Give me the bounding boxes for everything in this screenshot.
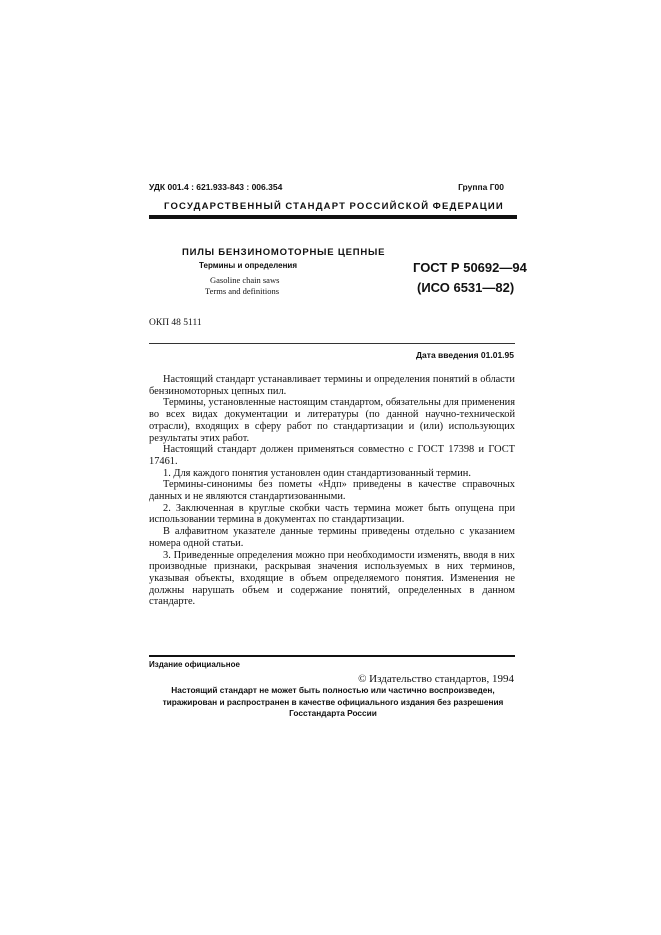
edition-label: Издание официальное	[149, 660, 240, 669]
paragraph: Настоящий стандарт устанавливает термины и определения понятий в области бензиномоторных цепных пил.	[149, 374, 515, 397]
header-rule	[149, 215, 517, 219]
okp-code: ОКП 48 5111	[149, 318, 202, 328]
copyright: © Издательство стандартов, 1994	[358, 673, 514, 685]
gov-word: РОССИЙСКОЙ	[349, 201, 430, 212]
notice-line: Настоящий стандарт не может быть полностью или частично воспроизведен,	[171, 685, 495, 695]
notice-line: тиражирован и распространен в качестве официального издания без разрешения	[162, 696, 504, 707]
doc-title: ПИЛЫ БЕНЗИНОМОТОРНЫЕ ЦЕПНЫЕ	[182, 247, 386, 258]
paragraph: 3. Приведенные определения можно при необходимости изменять, вводя в них производные признаки, раскрывая значения используемых в них терминов, указывая объекты, входящие в объем определяемого понятия. Изменения не должны нарушать объем и содержание понятий, определенных в данном стандарте.	[149, 549, 515, 608]
doc-title-en: Gasoline chain saws	[210, 275, 280, 285]
reproduction-notice	[149, 685, 517, 720]
udk-code: УДК 001.4 : 621.933-843 : 006.354	[149, 182, 283, 192]
footer-rule	[149, 655, 515, 657]
paragraph: 2. Заключенная в круглые скобки часть термина может быть опущена при использовании термина в документах по стандартизации.	[149, 502, 515, 526]
effective-date: Дата введения 01.01.95	[416, 350, 514, 360]
body-text	[149, 374, 515, 608]
paragraph: Термины-синонимы без пометы «Ндп» приведены в качестве справочных данных и не являются стандартизованными.	[149, 479, 515, 503]
paragraph: Настоящий стандарт должен применяться совместно с ГОСТ 17398 и ГОСТ 17461.	[149, 444, 515, 467]
paragraph: 1. Для каждого понятия установлен один стандартизованный термин.	[163, 467, 471, 479]
paragraph: В алфавитном указателе данные термины приведены отдельно с указанием номера одной статьи.	[149, 526, 515, 549]
gov-word: СТАНДАРТ	[285, 201, 347, 212]
doc-subtitle-en: Terms and definitions	[205, 286, 280, 296]
group-code: Группа Г00	[458, 182, 504, 192]
notice-line: Госстандарта России	[289, 708, 377, 718]
gov-word: ГОСУДАРСТВЕННЫЙ	[164, 201, 283, 212]
paragraph: Термины, установленные настоящим стандартом, обязательны для применения во всех видах документации и литературы (по данной научно-технической отрасли), входящих в сферу работ по стандартизации и (или) использующих результаты этих работ.	[149, 397, 515, 444]
doc-subtitle: Термины и определения	[199, 261, 298, 270]
gost-number: ГОСТ Р 50692—94	[413, 260, 527, 275]
gov-word: ФЕДЕРАЦИИ	[432, 201, 504, 212]
okp-rule	[149, 343, 515, 344]
iso-number: (ИСО 6531—82)	[417, 280, 515, 295]
gov-standard-heading	[164, 201, 504, 212]
